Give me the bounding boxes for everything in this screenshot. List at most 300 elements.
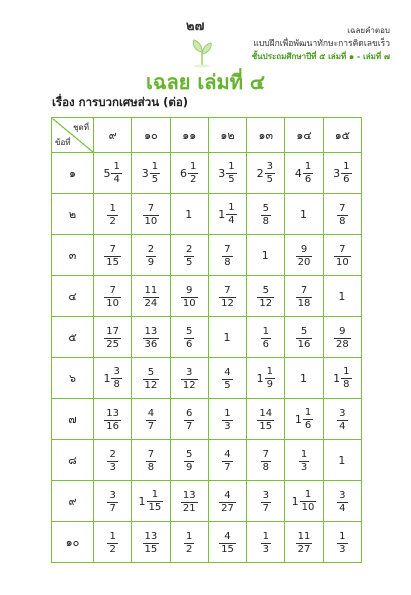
numerator: 7 xyxy=(300,284,308,296)
fraction xyxy=(303,161,313,186)
numerator: 9 xyxy=(186,284,193,296)
fraction xyxy=(104,408,121,433)
fraction xyxy=(184,531,194,556)
corner-label-set: ชุดที่ xyxy=(73,123,89,132)
table-row xyxy=(52,481,362,522)
table-row xyxy=(52,194,362,235)
answer-cell xyxy=(170,358,208,399)
answer-cell xyxy=(132,153,170,194)
answer-cell xyxy=(132,276,170,317)
fraction xyxy=(222,408,232,433)
numerator: 4 xyxy=(224,489,231,501)
numerator: 7 xyxy=(147,202,155,214)
denominator: 12 xyxy=(182,379,196,391)
whole-number: 1 xyxy=(261,248,269,262)
numerator: 5 xyxy=(262,284,269,296)
answer-cell xyxy=(323,358,361,399)
fraction xyxy=(104,244,121,269)
numerator: 9 xyxy=(300,243,308,255)
numerator: 1 xyxy=(266,365,273,377)
numerator: 4 xyxy=(224,530,231,542)
answer-cell xyxy=(323,194,361,235)
numerator: 1 xyxy=(262,530,269,542)
numerator: 1 xyxy=(228,160,235,172)
numerator: 1 xyxy=(109,202,116,214)
answer-cell xyxy=(285,153,323,194)
column-header: ๑๒ xyxy=(208,118,246,153)
denominator: 5 xyxy=(228,173,235,185)
whole-number: 3 xyxy=(333,166,341,180)
denominator: 4 xyxy=(228,214,235,226)
denominator: 16 xyxy=(297,338,311,350)
denominator: 27 xyxy=(297,543,311,555)
column-header: ๑๕ xyxy=(323,118,361,153)
numerator: 1 xyxy=(151,488,159,500)
numerator: 5 xyxy=(262,202,269,214)
numerator: 13 xyxy=(144,530,158,542)
fraction xyxy=(341,161,351,186)
answer-cell xyxy=(323,522,361,563)
fraction xyxy=(143,326,160,351)
numerator: 7 xyxy=(339,243,346,255)
whole-number: 1 xyxy=(338,453,346,467)
denominator: 8 xyxy=(113,378,120,390)
answer-cell xyxy=(247,194,285,235)
numerator: 9 xyxy=(339,325,346,337)
denominator: 15 xyxy=(221,543,234,555)
answer-cell xyxy=(208,153,246,194)
table-row xyxy=(52,276,362,317)
answer-cell xyxy=(285,194,323,235)
fraction xyxy=(257,285,274,310)
denominator: 10 xyxy=(144,215,158,227)
answer-cell xyxy=(208,399,246,440)
numerator: 13 xyxy=(144,325,158,337)
answer-cell xyxy=(170,440,208,481)
numerator: 1 xyxy=(300,448,308,460)
numerator: 2 xyxy=(109,448,116,460)
denominator: 24 xyxy=(144,297,158,309)
fraction xyxy=(107,490,117,515)
answer-cell xyxy=(208,358,246,399)
fraction xyxy=(261,203,271,228)
denominator: 6 xyxy=(304,173,312,185)
fraction xyxy=(146,449,156,474)
denominator: 2 xyxy=(109,215,116,227)
column-header: ๑๔ xyxy=(285,118,323,153)
denominator: 6 xyxy=(262,338,269,350)
denominator: 8 xyxy=(339,215,346,227)
whole-number: 1 xyxy=(103,371,111,385)
denominator: 3 xyxy=(109,461,116,473)
whole-number: 1 xyxy=(291,494,299,508)
fraction xyxy=(107,203,117,228)
whole-number: 1 xyxy=(185,207,193,221)
fraction xyxy=(337,531,347,556)
denominator: 15 xyxy=(144,543,158,555)
fraction xyxy=(143,285,160,310)
denominator: 10 xyxy=(106,297,119,309)
fraction xyxy=(184,408,194,433)
fraction xyxy=(219,531,236,556)
whole-number: 4 xyxy=(294,166,302,180)
answer-cell xyxy=(323,440,361,481)
fraction xyxy=(111,366,121,391)
fraction xyxy=(296,244,313,269)
denominator: 12 xyxy=(259,297,273,309)
answer-cell xyxy=(247,276,285,317)
denominator: 15 xyxy=(106,256,119,268)
numerator: 1 xyxy=(339,530,346,542)
row-label: ๔ xyxy=(52,276,94,317)
denominator: 5 xyxy=(266,173,273,185)
fraction xyxy=(261,326,271,351)
denominator: 3 xyxy=(262,543,269,555)
answer-cell xyxy=(208,235,246,276)
table-row xyxy=(52,358,362,399)
corner-cell xyxy=(52,118,94,153)
header-row xyxy=(52,118,362,153)
numerator: 1 xyxy=(343,160,350,172)
page-number: ๒๗ xyxy=(186,19,205,34)
fraction xyxy=(299,449,309,474)
answer-cell xyxy=(170,276,208,317)
numerator: 7 xyxy=(262,448,269,460)
fraction xyxy=(146,244,156,269)
row-label: ๒ xyxy=(52,194,94,235)
answer-cell xyxy=(132,235,170,276)
fraction xyxy=(296,326,313,351)
answer-cell xyxy=(208,440,246,481)
denominator: 7 xyxy=(147,420,155,432)
denominator: 15 xyxy=(148,501,162,513)
answer-cell xyxy=(94,440,132,481)
fraction xyxy=(181,490,198,515)
denominator: 6 xyxy=(343,173,350,185)
fraction xyxy=(107,531,117,556)
answer-cell xyxy=(94,317,132,358)
whole-number: 1 xyxy=(300,371,308,385)
fraction xyxy=(184,449,194,474)
denominator: 5 xyxy=(151,173,159,185)
denominator: 9 xyxy=(186,461,193,473)
fraction xyxy=(334,326,351,351)
denominator: 12 xyxy=(144,379,158,391)
fraction xyxy=(265,366,275,391)
answer-cell xyxy=(323,481,361,522)
denominator: 2 xyxy=(190,173,197,185)
fraction xyxy=(303,407,313,432)
fraction xyxy=(337,408,347,433)
row-label: ๘ xyxy=(52,440,94,481)
row-label: ๗ xyxy=(52,399,94,440)
numerator: 1 xyxy=(113,160,120,172)
answer-cell xyxy=(94,235,132,276)
denominator: 12 xyxy=(221,297,234,309)
numerator: 17 xyxy=(106,325,119,337)
numerator: 3 xyxy=(339,407,346,419)
numerator: 1 xyxy=(151,160,159,172)
fraction xyxy=(143,531,160,556)
fraction xyxy=(296,285,313,310)
table-row xyxy=(52,317,362,358)
fraction xyxy=(226,202,236,227)
numerator: 11 xyxy=(144,284,158,296)
row-label: ๕ xyxy=(52,317,94,358)
column-header: ๑๑ xyxy=(170,118,208,153)
denominator: 20 xyxy=(297,256,311,268)
numerator: 1 xyxy=(190,160,197,172)
section-subtitle: เรื่อง การบวกเศษส่วน (ต่อ) xyxy=(52,95,188,109)
answer-cell xyxy=(208,317,246,358)
whole-number: 1 xyxy=(333,371,341,385)
answer-cell xyxy=(132,440,170,481)
whole-number: 1 xyxy=(294,412,302,426)
numerator: 7 xyxy=(109,243,116,255)
answer-cell xyxy=(285,235,323,276)
answer-cell xyxy=(132,522,170,563)
denominator: 5 xyxy=(186,256,193,268)
answer-cell xyxy=(170,235,208,276)
table-body xyxy=(52,153,362,563)
fraction xyxy=(188,161,198,186)
denominator: 7 xyxy=(186,420,193,432)
fraction xyxy=(147,489,164,514)
fraction xyxy=(104,285,121,310)
column-header: ๑๓ xyxy=(247,118,285,153)
answer-cell xyxy=(208,194,246,235)
numerator: 3 xyxy=(262,489,269,501)
numerator: 1 xyxy=(343,365,350,377)
denominator: 5 xyxy=(224,379,231,391)
denominator: 7 xyxy=(262,502,269,514)
denominator: 8 xyxy=(262,461,269,473)
numerator: 1 xyxy=(304,160,312,172)
numerator: 13 xyxy=(182,489,196,501)
answer-cell xyxy=(94,358,132,399)
fraction xyxy=(143,367,160,392)
fraction xyxy=(219,285,236,310)
answer-cell xyxy=(323,235,361,276)
numerator: 4 xyxy=(224,366,231,378)
whole-number: 6 xyxy=(180,166,188,180)
denominator: 16 xyxy=(106,420,119,432)
numerator: 1 xyxy=(186,530,193,542)
denominator: 8 xyxy=(147,461,155,473)
table-row xyxy=(52,399,362,440)
denominator: 6 xyxy=(186,338,193,350)
denominator: 2 xyxy=(109,543,116,555)
answer-cell xyxy=(170,481,208,522)
table-row xyxy=(52,440,362,481)
answer-cell xyxy=(170,399,208,440)
answer-cell xyxy=(132,481,170,522)
fraction xyxy=(337,490,347,515)
answer-cell xyxy=(170,153,208,194)
numerator: 1 xyxy=(304,406,312,418)
row-label: ๓ xyxy=(52,235,94,276)
numerator: 3 xyxy=(113,365,120,377)
column-header: ๙ xyxy=(94,118,132,153)
denominator: 21 xyxy=(182,502,196,514)
corner-label-item: ข้อที่ xyxy=(55,138,71,147)
numerator: 3 xyxy=(266,160,273,172)
answer-cell xyxy=(170,194,208,235)
answer-cell xyxy=(247,399,285,440)
denominator: 4 xyxy=(339,420,346,432)
answer-cell xyxy=(94,481,132,522)
whole-number: 1 xyxy=(138,494,146,508)
answer-cell xyxy=(247,153,285,194)
denominator: 4 xyxy=(113,173,120,185)
answer-cell xyxy=(247,358,285,399)
numerator: 1 xyxy=(262,325,269,337)
whole-number: 1 xyxy=(300,207,308,221)
fraction xyxy=(111,161,121,186)
answer-cell xyxy=(132,399,170,440)
denominator: 18 xyxy=(297,297,311,309)
denominator: 3 xyxy=(339,543,346,555)
answer-table xyxy=(51,117,362,563)
answer-cell xyxy=(247,440,285,481)
fraction xyxy=(222,244,232,269)
answer-cell xyxy=(94,153,132,194)
answer-cell xyxy=(94,194,132,235)
whole-number: 5 xyxy=(103,166,111,180)
fraction xyxy=(265,161,275,186)
fraction xyxy=(222,449,232,474)
answer-cell xyxy=(170,317,208,358)
numerator: 3 xyxy=(186,366,193,378)
answer-cell xyxy=(285,276,323,317)
numerator: 1 xyxy=(224,407,231,419)
fraction xyxy=(334,244,351,269)
denominator: 36 xyxy=(144,338,158,350)
answer-cell xyxy=(170,522,208,563)
numerator: 4 xyxy=(147,407,155,419)
answer-cell xyxy=(132,194,170,235)
whole-number: 3 xyxy=(218,166,226,180)
fraction xyxy=(261,490,271,515)
fraction xyxy=(104,326,121,351)
answer-cell xyxy=(247,522,285,563)
fraction xyxy=(261,449,271,474)
denominator: 8 xyxy=(343,378,350,390)
row-label: ๙ xyxy=(52,481,94,522)
fraction xyxy=(107,449,117,474)
numerator: 7 xyxy=(224,243,231,255)
fraction xyxy=(181,285,198,310)
numerator: 14 xyxy=(259,407,273,419)
denominator: 27 xyxy=(221,502,234,514)
answer-cell xyxy=(285,481,323,522)
fraction xyxy=(181,367,198,392)
whole-number: 1 xyxy=(218,207,226,221)
whole-number: 1 xyxy=(256,371,264,385)
header-answer-key: เฉลยคำตอบ xyxy=(347,26,390,35)
answer-cell xyxy=(323,153,361,194)
numerator: 5 xyxy=(147,366,155,378)
fraction xyxy=(222,367,232,392)
table-row xyxy=(52,522,362,563)
numerator: 1 xyxy=(304,488,312,500)
whole-number: 3 xyxy=(141,166,149,180)
fraction xyxy=(226,161,236,186)
answer-cell xyxy=(285,317,323,358)
answer-cell xyxy=(323,276,361,317)
table-row xyxy=(52,153,362,194)
answer-cell xyxy=(247,235,285,276)
row-label: ๑๐ xyxy=(52,522,94,563)
answer-cell xyxy=(285,399,323,440)
whole-number: 2 xyxy=(256,166,264,180)
answer-cell xyxy=(208,481,246,522)
answer-cell xyxy=(285,440,323,481)
numerator: 7 xyxy=(339,202,346,214)
denominator: 25 xyxy=(106,338,119,350)
denominator: 10 xyxy=(182,297,196,309)
numerator: 3 xyxy=(109,489,116,501)
answer-cell xyxy=(94,522,132,563)
table-row xyxy=(52,235,362,276)
numerator: 4 xyxy=(224,448,231,460)
fraction xyxy=(300,489,317,514)
whole-number: 1 xyxy=(338,289,346,303)
numerator: 5 xyxy=(186,325,193,337)
answer-cell xyxy=(132,358,170,399)
column-header: ๑๐ xyxy=(132,118,170,153)
numerator: 1 xyxy=(228,201,235,213)
fraction xyxy=(184,244,194,269)
denominator: 4 xyxy=(339,502,346,514)
header-grade-range: ชั้นประถมศึกษาปีที่ ๕ เล่มที่ ๑ - เล่มที่ ๗ xyxy=(251,52,390,61)
numerator: 5 xyxy=(186,448,193,460)
denominator: 15 xyxy=(259,420,273,432)
answer-cell xyxy=(323,317,361,358)
denominator: 3 xyxy=(224,420,231,432)
numerator: 2 xyxy=(186,243,193,255)
row-label: ๖ xyxy=(52,358,94,399)
fraction xyxy=(337,203,347,228)
denominator: 3 xyxy=(300,461,308,473)
whole-number: 1 xyxy=(223,330,231,344)
row-label: ๑ xyxy=(52,153,94,194)
fraction xyxy=(143,203,160,228)
answer-cell xyxy=(285,522,323,563)
fraction xyxy=(261,531,271,556)
denominator: 7 xyxy=(109,502,116,514)
numerator: 7 xyxy=(147,448,155,460)
fraction xyxy=(257,408,274,433)
denominator: 28 xyxy=(335,338,349,350)
answer-cell xyxy=(208,276,246,317)
sprout-icon xyxy=(185,36,219,68)
answer-cell xyxy=(323,399,361,440)
denominator: 8 xyxy=(224,256,231,268)
fraction xyxy=(184,326,194,351)
denominator: 2 xyxy=(186,543,193,555)
denominator: 7 xyxy=(224,461,231,473)
denominator: 6 xyxy=(304,419,312,431)
header-series-title: แบบฝึกเพื่อพัฒนาทักษะการคิดเลขเร็ว xyxy=(253,39,390,49)
denominator: 9 xyxy=(266,378,273,390)
answer-cell xyxy=(247,317,285,358)
denominator: 9 xyxy=(147,256,155,268)
numerator: 2 xyxy=(147,243,155,255)
answer-cell xyxy=(208,522,246,563)
fraction xyxy=(219,490,236,515)
fraction xyxy=(146,408,156,433)
